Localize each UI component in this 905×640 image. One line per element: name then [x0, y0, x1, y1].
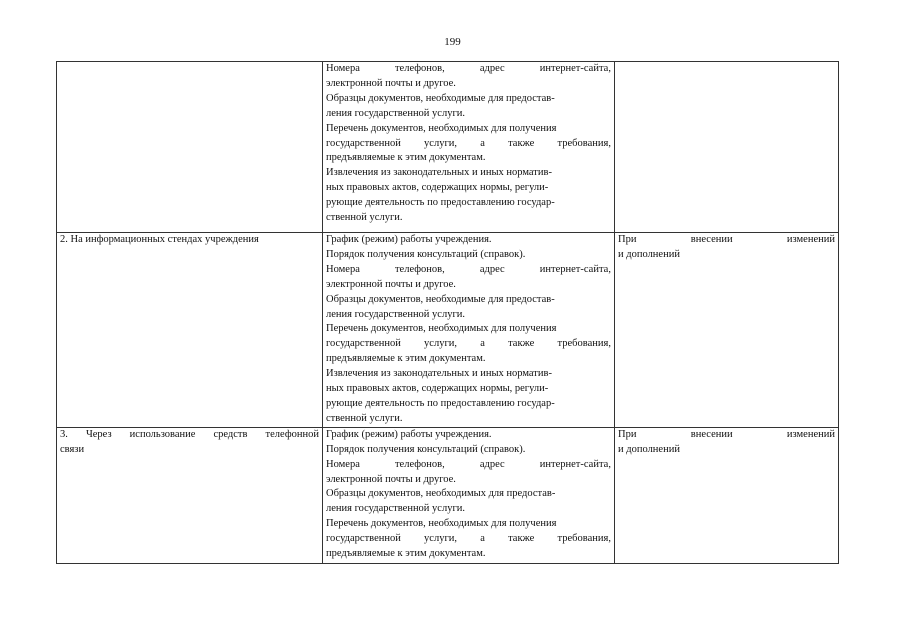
text-word: При [618, 428, 637, 440]
text-line [60, 428, 319, 443]
table-row [57, 427, 839, 563]
text-line: электронной почты и другое. [326, 473, 456, 485]
text-line: предъявляемые к этим документам. [326, 152, 486, 164]
text-word: услуги, [424, 533, 457, 545]
text-word: государственной [326, 338, 401, 350]
text-line: Порядок получения консультаций (справок). [326, 248, 526, 260]
table-row [57, 62, 839, 233]
table-cell-content [323, 233, 615, 428]
text-line: Перечень документов, необходимых для получения [326, 122, 557, 134]
text-line [326, 458, 611, 473]
text-line: Образцы документов, необходимые для предостав- [326, 293, 555, 305]
text-word: государственной [326, 137, 401, 149]
text-line [618, 428, 835, 443]
text-line: связи [60, 443, 85, 455]
text-line: и дополнений [618, 443, 680, 455]
text-word: Через [85, 428, 112, 440]
text-word: услуги, [424, 137, 457, 149]
text-line [326, 532, 611, 547]
text-word: телефонов, [394, 458, 445, 470]
table-cell-channel [57, 427, 323, 563]
text-line: электронной почты и другое. [326, 77, 456, 89]
text-word: изменений [786, 428, 835, 440]
text-word: телефонов, [394, 263, 445, 275]
text-word: адрес [479, 63, 505, 74]
text-word: внесении [690, 428, 733, 440]
table-cell-content [323, 62, 615, 233]
text-line: График (режим) работы учреждения. [326, 234, 492, 245]
text-word: также [508, 338, 535, 350]
text-word: использование [129, 428, 196, 440]
text-line: ственной услуги. [326, 412, 403, 424]
text-line: График (режим) работы учреждения. [326, 428, 492, 440]
table-row [57, 233, 839, 428]
text-line: Перечень документов, необходимых для получения [326, 323, 557, 335]
text-line: Образцы документов, необходимых для предостав- [326, 488, 556, 500]
text-line: Извлечения из законодательных и иных норматив- [326, 167, 552, 179]
text-word: адрес [479, 458, 505, 470]
text-word: также [508, 533, 535, 545]
table-cell-frequency [615, 62, 839, 233]
text-line: ления государственной услуги. [326, 503, 466, 515]
text-word: телефонов, [394, 63, 445, 74]
text-word: изменений [786, 234, 835, 245]
text-word: а [480, 533, 485, 545]
text-word: Номера [326, 263, 360, 275]
text-word: услуги, [424, 338, 457, 350]
text-line: и дополнений [618, 248, 680, 260]
text-line: ных правовых актов, содержащих нормы, регули- [326, 383, 549, 395]
table-cell-channel [57, 233, 323, 428]
text-word: требования, [557, 338, 611, 350]
text-word: интернет-сайта, [539, 263, 611, 275]
text-line: Образцы документов, необходимые для предостав- [326, 92, 555, 104]
text-line: ственной услуги. [326, 212, 403, 224]
document-table [56, 61, 839, 564]
text-word: телефонной [265, 428, 319, 440]
text-line [326, 263, 611, 278]
text-word: внесении [690, 234, 733, 245]
text-word: 3. [60, 428, 68, 440]
text-word: При [618, 234, 637, 245]
text-line: электронной почты и другое. [326, 278, 456, 290]
text-line [326, 337, 611, 352]
text-line: Порядок получения консультаций (справок). [326, 443, 526, 455]
table-cell-content [323, 427, 615, 563]
text-line: рующие деятельность по предоставлению государ- [326, 197, 555, 209]
table-cell-channel [57, 62, 323, 233]
text-line [326, 62, 611, 77]
text-word: Номера [326, 63, 360, 74]
text-line: ления государственной услуги. [326, 308, 466, 320]
text-line: ных правовых актов, содержащих нормы, регули- [326, 182, 549, 194]
text-line: Перечень документов, необходимых для получения [326, 518, 557, 530]
text-word: а [480, 338, 485, 350]
text-word: требования, [557, 137, 611, 149]
text-word: требования, [557, 533, 611, 545]
text-line: предъявляемые к этим документам. [326, 353, 486, 365]
text-line: рующие деятельность по предоставлению государ- [326, 397, 555, 409]
text-word: средств [213, 428, 248, 440]
table-cell-frequency [615, 233, 839, 428]
text-word: а [480, 137, 485, 149]
text-word: интернет-сайта, [539, 458, 611, 470]
text-line [618, 233, 835, 248]
text-line: предъявляемые к этим документам. [326, 548, 486, 560]
text-word: адрес [479, 263, 505, 275]
text-word: Номера [326, 458, 360, 470]
page-number: 199 [444, 36, 461, 48]
text-word: интернет-сайта, [539, 63, 611, 74]
text-word: также [508, 137, 535, 149]
text-line: Извлечения из законодательных и иных норматив- [326, 368, 552, 380]
text-line: ления государственной услуги. [326, 107, 466, 119]
text-line: 2. На информационных стендах учреждения [60, 234, 259, 245]
table-cell-frequency [615, 427, 839, 563]
text-word: государственной [326, 533, 401, 545]
text-line [326, 137, 611, 152]
